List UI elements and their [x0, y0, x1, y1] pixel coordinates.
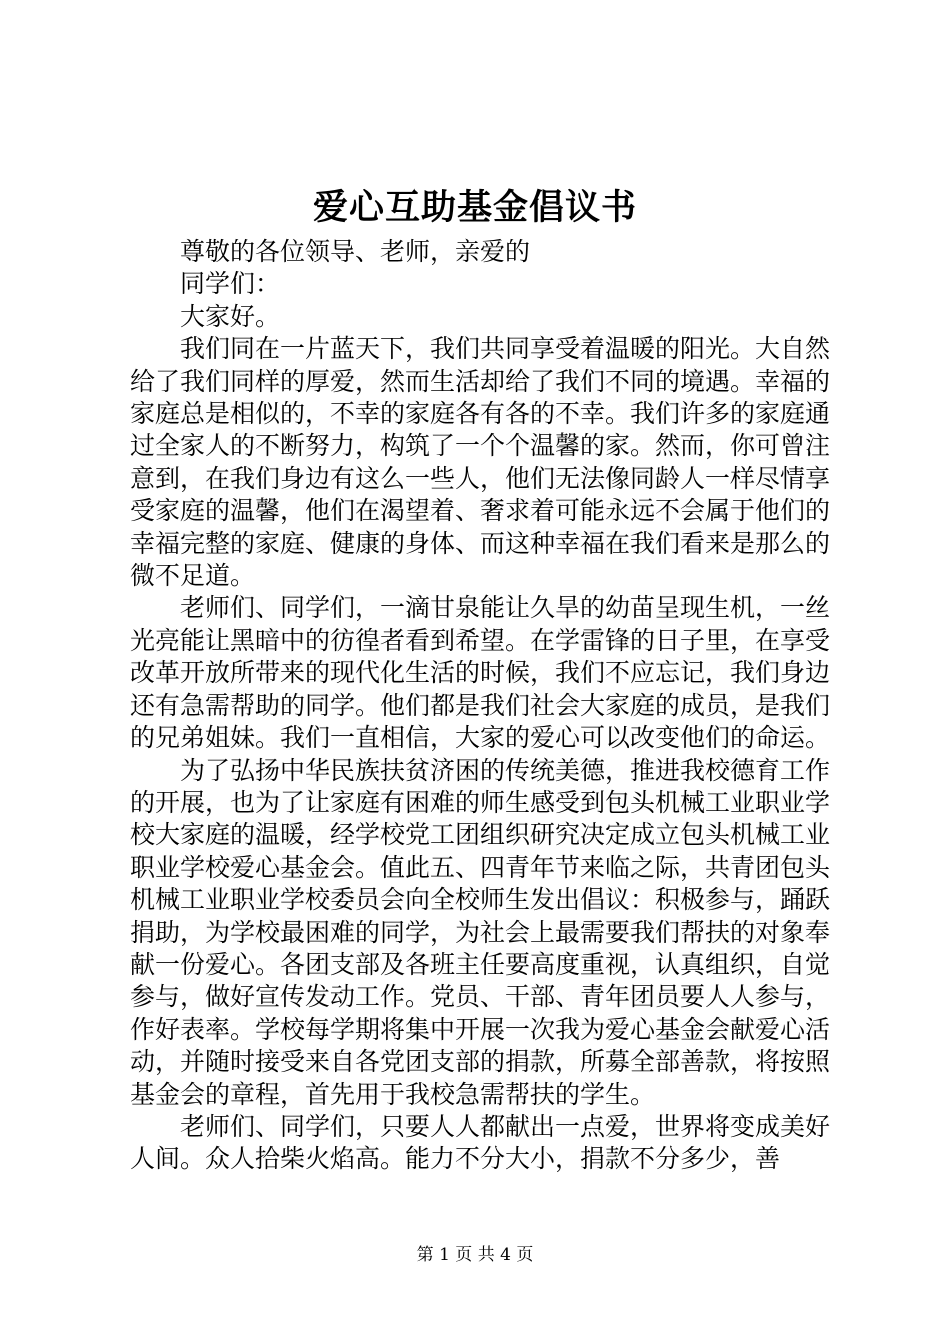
paragraph: 老师们、同学们，只要人人都献出一点爱，世界将变成美好人间。众人拾柴火焰高。能力不分大小，捐款不分多少，善: [130, 1111, 831, 1174]
paragraph: 我们同在一片蓝天下，我们共同享受着温暖的阳光。大自然给了我们同样的厚爱，然而生活却给了我们不同的境遇。幸福的家庭总是相似的，不幸的家庭各有各的不幸。我们许多的家庭通过全家人的不断努力，构筑了一个个温馨的家。然而，你可曾注意到，在我们身边有这么一些人，他们无法像同龄人一样尽情享受家庭的温馨，他们在渴望着、奢求着可能永远不会属于他们的幸福完整的家庭、健康的身体、而这种幸福在我们看来是那么的微不足道。: [130, 334, 831, 591]
paragraph: 老师们、同学们，一滴甘泉能让久旱的幼苗呈现生机，一丝光亮能让黑暗中的彷徨者看到希望。在学雷锋的日子里，在享受改革开放所带来的现代化生活的时候，我们不应忘记，我们身边还有急需帮助的同学。他们都是我们社会大家庭的成员，是我们的兄弟姐妹。我们一直相信，大家的爱心可以改变他们的命运。: [130, 593, 831, 753]
salutation-line-2: 同学们：: [180, 269, 281, 299]
document-body: [130, 236, 830, 1176]
document-title: 爱心互助基金倡议书: [312, 187, 637, 228]
paragraph: 为了弘扬中华民族扶贫济困的传统美德，推进我校德育工作的开展，也为了让家庭有困难的师生感受到包头机械工业职业学校大家庭的温暖，经学校党工团组织研究决定成立包头机械工业职业学校爱心基金会。值此五、四青年节来临之际，共青团包头机械工业职业学校委员会向全校师生发出倡议：积极参与，踊跃捐助，为学校最困难的同学，为社会上最需要我们帮扶的对象奉献一份爱心。各团支部及各班主任要高度重视，认真组织，自觉参与，做好宣传发动工作。党员、干部、青年团员要人人参与，作好表率。学校每学期将集中开展一次我为爱心基金会献爱心活动，并随时接受来自各党团支部的捐款，所募全部善款，将按照基金会的章程，首先用于我校急需帮扶的学生。: [130, 755, 831, 1109]
greeting: 大家好。: [180, 301, 281, 331]
page-number-footer: 第 1 页 共 4 页: [416, 1245, 534, 1265]
salutation-line-1: 尊敬的各位领导、老师，亲爱的: [180, 237, 531, 266]
